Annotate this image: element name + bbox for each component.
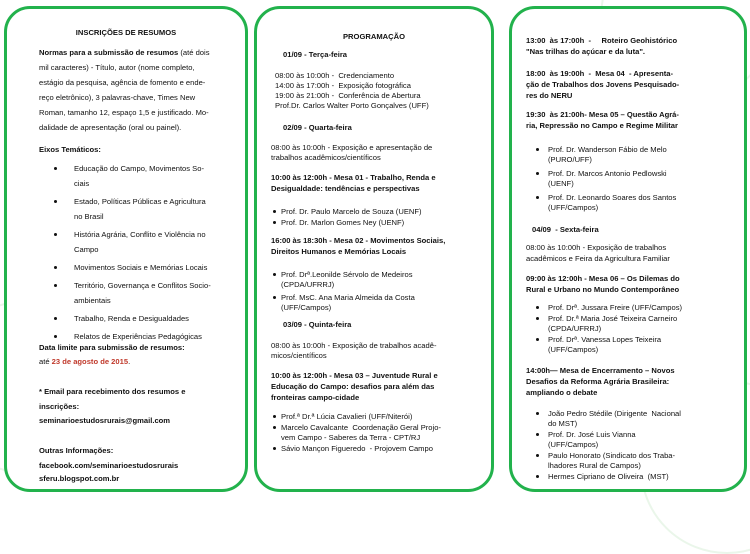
mesa-title: 09:00 às 12:00h - Mesa 06 – Os Dilemas do	[526, 274, 680, 283]
speaker: Prof. Dr. José Luis Vianna	[548, 430, 636, 439]
bullet-icon	[54, 266, 57, 269]
mesa-title: 18:00 às 19:00h - Mesa 04 - Apresenta-	[526, 69, 674, 78]
norms-line: Roman, tamanho 12, espaço 1,5 e justificado. Mo-	[39, 108, 209, 117]
day-heading: 01/09 - Terça-feira	[283, 50, 348, 59]
bullet-icon	[536, 148, 539, 151]
eixo-item: ambientais	[74, 296, 111, 305]
bullet-icon	[536, 338, 539, 341]
speaker: Sávio Mançon Figueredo - Projovem Campo	[281, 444, 433, 453]
speaker: (UFF/Campos)	[548, 203, 599, 212]
bullet-icon	[536, 317, 539, 320]
norms-line: Normas para a submissão de resumos (até dois	[39, 48, 210, 57]
norms-line: reço eletrônico), 3 palavras-chave, Times New	[39, 93, 196, 102]
programme-continued-panel	[509, 6, 747, 492]
event-line: acadêmicos e Feira da Agricultura Familiar	[526, 254, 670, 263]
mesa-title: 19:30 às 21:00h- Mesa 05 – Questão Agrá-	[526, 110, 679, 119]
mesa-title: res do NERU	[526, 91, 573, 100]
registration-panel	[4, 6, 248, 492]
eixo-item: Movimentos Sociais e Memórias Locais	[74, 263, 208, 272]
day-heading: 03/09 - Quinta-feira	[283, 320, 352, 329]
event-line: "Nas trilhas do açúcar e da luta".	[526, 47, 646, 56]
event-line: micos/científicos	[271, 351, 327, 360]
speaker: (CPDA/UFRRJ)	[548, 324, 602, 333]
bullet-icon	[536, 433, 539, 436]
section-title: INSCRIÇÕES DE RESUMOS	[75, 28, 177, 37]
eixo-item: Educação do Campo, Movimentos So-	[74, 164, 205, 173]
bullet-icon	[54, 335, 57, 338]
programme-content	[257, 9, 491, 489]
mesa-title: 10:00 às 12:00h - Mesa 01 - Trabalho, Renda e	[271, 173, 436, 182]
speaker: Prof.ª Dr.ª Lúcia Cavalieri (UFF/Niterói)	[281, 412, 413, 421]
eixo-item: no Brasil	[74, 212, 104, 221]
eixos-title: Eixos Temáticos:	[39, 145, 101, 154]
speaker: (PURO/UFF)	[548, 155, 592, 164]
deadline-line: até 23 de agosto de 2015.	[39, 357, 131, 366]
speaker: Prof. Dr. Paulo Marcelo de Souza (UENF)	[281, 207, 422, 216]
speaker: Prof. Dr. Wanderson Fábio de Melo	[548, 145, 667, 154]
bullet-icon	[536, 412, 539, 415]
bullet-icon	[536, 306, 539, 309]
mesa-title: Rural e Urbano no Mundo Contemporâneo	[526, 285, 680, 294]
speaker: Marcelo Cavalcante Coordenação Geral Projo-	[281, 423, 441, 432]
bullet-icon	[536, 475, 539, 478]
bullet-icon	[273, 296, 276, 299]
day-heading: 04/09 - Sexta-feira	[532, 225, 599, 234]
bullet-icon	[273, 415, 276, 418]
blog-link[interactable]: sferu.blogspot.com.br	[39, 474, 120, 483]
mesa-title: ria, Repressão no Campo e Regime Militar	[526, 121, 678, 130]
mesa-title: Direitos Humanos e Memórias Locais	[271, 247, 407, 256]
email-label-2: inscrições:	[39, 402, 80, 411]
event-line: trabalhos acadêmicos/científicos	[271, 153, 381, 162]
bullet-icon	[273, 221, 276, 224]
event-line: 13:00 às 17:00h - Roteiro Geohistórico	[526, 36, 678, 45]
eixo-item: História Agrária, Conflito e Violência no	[74, 230, 206, 239]
event-line: 14:00 às 17:00h - Exposição fotográfica	[275, 81, 411, 90]
mesa-title: 10:00 às 12:00h - Mesa 03 – Juventude Rural e	[271, 371, 438, 380]
norms-line: dalidade de apresentação (oral ou painel).	[39, 123, 182, 132]
event-line: 08:00 às 10:00h - Exposição de trabalhos acadê-	[271, 341, 437, 350]
norms-line: mil caracteres) - Título, autor (nome completo,	[39, 63, 195, 72]
programme-continued-content	[512, 9, 744, 489]
speaker: do MST)	[548, 419, 578, 428]
speaker: Prof. Drª. Vanessa Lopes Teixeira	[548, 335, 662, 344]
bullet-icon	[54, 167, 57, 170]
speaker: Paulo Honorato (Sindicato dos Traba-	[548, 451, 676, 460]
speaker: Prof. Drª.Leonilde Sérvolo de Medeiros	[281, 270, 413, 279]
bullet-icon	[536, 172, 539, 175]
speaker: (UFF/Campos)	[548, 440, 599, 449]
eixo-item: Trabalho, Renda e Desigualdades	[74, 314, 189, 323]
eixo-item: Estado, Políticas Públicas e Agricultura	[74, 197, 206, 206]
speaker: Prof. Dr. Marlon Gomes Ney (UENF)	[281, 218, 405, 227]
eixo-item: Território, Governança e Conflitos Socio-	[74, 281, 211, 290]
bullet-icon	[54, 200, 57, 203]
bullet-icon	[273, 447, 276, 450]
speaker: lhadores Rural de Campos)	[548, 461, 641, 470]
deadline-date: 23 de agosto de 2015	[51, 357, 129, 366]
speaker: Prof. Dr.ª Maria José Teixeira Carneiro	[548, 314, 678, 323]
event-line: Prof.Dr. Carlos Walter Porto Gonçalves (UFF)	[275, 101, 429, 110]
speaker: Prof. Dr. Marcos Antonio Pedlowski	[548, 169, 667, 178]
bullet-icon	[536, 196, 539, 199]
bullet-icon	[54, 317, 57, 320]
mesa-title: Educação do Campo: desafios para além das	[271, 382, 435, 391]
bullet-icon	[273, 273, 276, 276]
bullet-icon	[54, 233, 57, 236]
email-label: * Email para recebimento dos resumos e	[39, 387, 186, 396]
norms-heading: Normas para a submissão de resumos	[39, 48, 179, 57]
speaker: Prof. Dr. Leonardo Soares dos Santos	[548, 193, 677, 202]
mesa-title: ção de Trabalhos dos Jovens Pesquisado-	[526, 80, 680, 89]
event-line: 08:00 às 10:00h - Exposição de trabalhos	[526, 243, 667, 252]
event-line: 19:00 às 21:00h - Conferência de Abertura	[275, 91, 421, 100]
speaker: Prof. MsC. Ana Maria Almeida da Costa	[281, 293, 415, 302]
mesa-title: Desafios da Reforma Agrária Brasileira:	[526, 377, 670, 386]
email-link[interactable]: seminarioestudosrurais@gmail.com	[39, 416, 171, 425]
norms-line: estágio da pesquisa, agência de fomento e ende-	[39, 78, 206, 87]
speaker: João Pedro Stédile (Dirigente Nacional	[548, 409, 681, 418]
registration-content	[7, 9, 245, 489]
eixo-item: Relatos de Experiências Pedagógicas	[74, 332, 202, 341]
mesa-title: Desigualdade: tendências e perspectivas	[271, 184, 420, 193]
speaker: vem Campo - Saberes da Terra - CPT/RJ	[281, 433, 421, 442]
bullet-icon	[273, 426, 276, 429]
speaker: Prof. Drª. Jussara Freire (UFF/Campos)	[548, 303, 683, 312]
speaker: Hermes Cipriano de Oliveira (MST)	[548, 472, 669, 481]
speaker: (UFF/Campos)	[548, 345, 599, 354]
mesa-title: fronteiras campo-cidade	[271, 393, 360, 402]
bullet-icon	[536, 454, 539, 457]
event-line: 08:00 às 10:00h - Credenciamento	[275, 71, 395, 80]
bullet-icon	[54, 284, 57, 287]
eixo-item: Campo	[74, 245, 99, 254]
mesa-title: 14:00h— Mesa de Encerramento – Novos	[526, 366, 675, 375]
deadline-label: Data limite para submissão de resumos:	[39, 343, 185, 352]
mesa-title: 16:00 às 18:30h - Mesa 02 - Movimentos Sociais,	[271, 236, 446, 245]
day-heading: 02/09 - Quarta-feira	[283, 123, 352, 132]
facebook-link[interactable]: facebook.com/seminarioestudosrurais	[39, 461, 179, 470]
programme-panel	[254, 6, 494, 492]
speaker: (UFF/Campos)	[281, 303, 332, 312]
speaker: (UENF)	[548, 179, 574, 188]
event-line: 08:00 às 10:00h - Exposição e apresentação de	[271, 143, 433, 152]
other-info-title: Outras Informações:	[39, 446, 114, 455]
eixo-item: ciais	[74, 179, 90, 188]
speaker: (CPDA/UFRRJ)	[281, 280, 335, 289]
bullet-icon	[273, 210, 276, 213]
mesa-title: ampliando o debate	[526, 388, 598, 397]
section-title: PROGRAMAÇÃO	[342, 32, 405, 41]
